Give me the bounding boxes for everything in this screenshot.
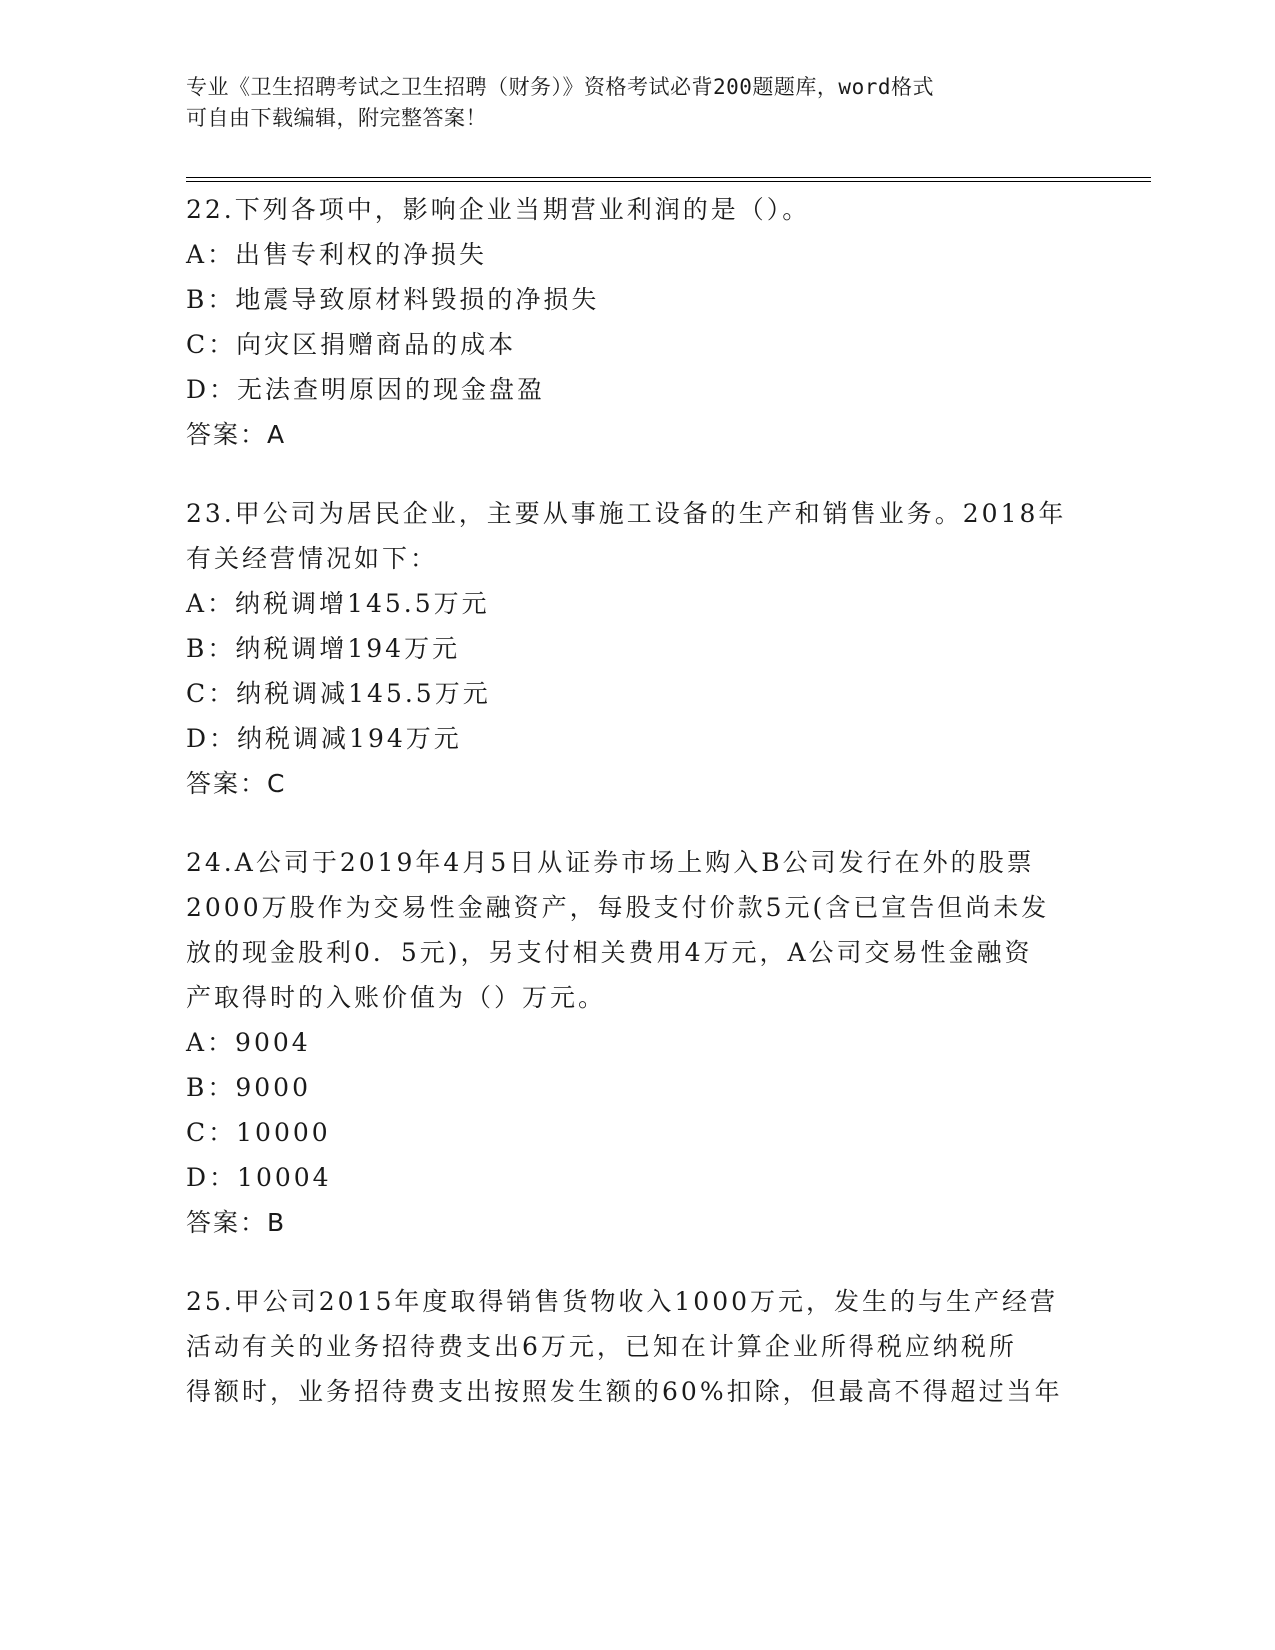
question-list [186, 187, 1086, 1414]
question-stem-line: 活动有关的业务招待费支出6万元，已知在计算企业所得税应纳税所 [186, 1332, 1017, 1361]
question-stem-line: 22.下列各项中，影响企业当期营业利润的是（）。 [186, 195, 811, 224]
header-line-2: 可自由下载编辑，附完整答案！ [186, 106, 487, 130]
option-d: D：10004 [186, 1163, 332, 1192]
question-stem-line: 25.甲公司2015年度取得销售货物收入1000万元，发生的与生产经营 [186, 1287, 1059, 1316]
option-c: C：纳税调减145.5万元 [186, 679, 491, 708]
header-divider-top [186, 177, 1151, 178]
document-header [186, 72, 1066, 134]
option-b: B：地震导致原材料毁损的净损失 [186, 285, 600, 314]
answer-line: 答案：C [186, 769, 287, 798]
question-23 [186, 491, 1086, 806]
header-line-1: 专业《卫生招聘考试之卫生招聘（财务）》资格考试必背200题题库，word格式 [186, 75, 934, 99]
option-a: A：9004 [186, 1028, 311, 1057]
option-a: A：出售专利权的净损失 [186, 240, 488, 269]
question-stem-line: 2000万股作为交易性金融资产，每股支付价款5元(含已宣告但尚未发 [186, 893, 1050, 922]
question-stem-line: 放的现金股利0．5元)，另支付相关费用4万元，A公司交易性金融资 [186, 938, 1033, 967]
option-c: C：向灾区捐赠商品的成本 [186, 330, 517, 359]
option-a: A：纳税调增145.5万元 [186, 589, 490, 618]
header-divider-bottom [186, 181, 1151, 182]
question-stem-line: 23.甲公司为居民企业，主要从事施工设备的生产和销售业务。2018年 [186, 499, 1067, 528]
question-stem-line: 得额时，业务招待费支出按照发生额的60%扣除，但最高不得超过当年 [186, 1377, 1063, 1406]
option-c: C：10000 [186, 1118, 331, 1147]
option-b: B：纳税调增194万元 [186, 634, 461, 663]
question-stem-line: 产取得时的入账价值为（）万元。 [186, 983, 607, 1012]
option-b: B：9000 [186, 1073, 311, 1102]
question-stem-line: 24.A公司于2019年4月5日从证券市场上购入B公司发行在外的股票 [186, 848, 1035, 877]
question-22 [186, 187, 1086, 457]
option-d: D：无法查明原因的现金盘盈 [186, 375, 546, 404]
answer-line: 答案：B [186, 1208, 287, 1237]
question-stem-line: 有关经营情况如下： [186, 544, 439, 573]
question-25 [186, 1279, 1086, 1414]
answer-line: 答案：A [186, 420, 287, 449]
option-d: D：纳税调减194万元 [186, 724, 462, 753]
question-24 [186, 840, 1086, 1245]
